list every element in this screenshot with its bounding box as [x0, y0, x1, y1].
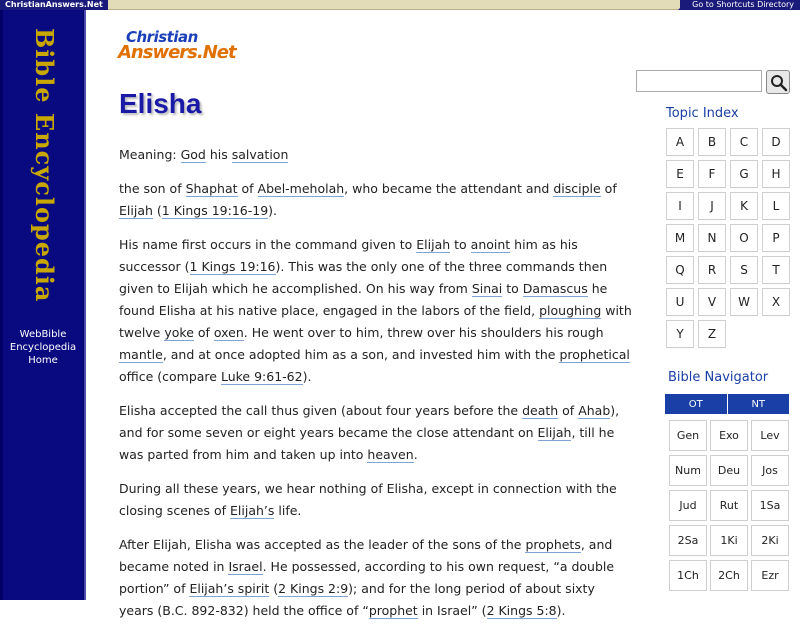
- left-sidebar: [0, 10, 86, 600]
- text: ).: [302, 369, 312, 384]
- topic-letter-u[interactable]: U: [666, 288, 694, 316]
- text: ).: [556, 603, 566, 618]
- topic-letter-d[interactable]: D: [762, 128, 790, 156]
- tab-ot[interactable]: OT: [665, 394, 728, 414]
- scripture-link[interactable]: Luke 9:61-62: [220, 369, 303, 384]
- paragraph: [119, 234, 633, 388]
- word-link[interactable]: prophetical: [559, 347, 630, 362]
- home-link-line: WebBible: [19, 329, 67, 340]
- paragraph: [119, 534, 633, 622]
- word-link[interactable]: Elijah: [537, 425, 572, 440]
- book-link-2ki[interactable]: 2Ki: [751, 525, 789, 556]
- topic-letter-y[interactable]: Y: [666, 320, 694, 348]
- home-link-line: Encyclopedia: [9, 342, 77, 353]
- text: During all these years, we hear nothing of Elisha, except in connection with the closing scenes of: [119, 481, 617, 518]
- topic-letter-e[interactable]: E: [666, 160, 694, 188]
- book-link-deu[interactable]: Deu: [710, 455, 748, 486]
- text: . He possessed, according to his own request, “a double portion” of: [119, 559, 615, 596]
- word-link[interactable]: death: [522, 403, 559, 418]
- topic-letter-t[interactable]: T: [762, 256, 790, 284]
- text: life.: [274, 503, 302, 518]
- search-button[interactable]: [766, 70, 790, 94]
- topic-letter-b[interactable]: B: [698, 128, 726, 156]
- topic-letter-s[interactable]: S: [730, 256, 758, 284]
- site-name-link[interactable]: ChristianAnswers.Net: [0, 0, 108, 10]
- paragraph: [119, 400, 633, 466]
- word-link[interactable]: Sinai: [471, 281, 503, 296]
- text: his: [205, 147, 232, 162]
- book-link-gen[interactable]: Gen: [669, 420, 707, 451]
- topic-letter-z[interactable]: Z: [698, 320, 726, 348]
- text: he found Elisha at his native place, engaged in the labors of the field,: [119, 281, 608, 318]
- text: office (compare: [119, 369, 221, 384]
- text: of: [237, 181, 258, 196]
- bible-encyclopedia-title[interactable]: [30, 28, 58, 318]
- book-link-jos[interactable]: Jos: [751, 455, 789, 486]
- home-link-line: Home: [28, 355, 58, 366]
- book-link-1ch[interactable]: 1Ch: [669, 560, 707, 591]
- word-link[interactable]: heaven: [367, 447, 414, 462]
- text: Elisha accepted the call thus given (about four years before the: [119, 403, 523, 418]
- topic-letter-r[interactable]: R: [698, 256, 726, 284]
- word-link[interactable]: anoint: [470, 237, 511, 252]
- book-link-jud[interactable]: Jud: [669, 490, 707, 521]
- word-link[interactable]: salvation: [231, 147, 289, 162]
- paragraph: [119, 178, 633, 222]
- word-link[interactable]: Israel: [228, 559, 263, 574]
- text: , and at once adopted him as a son, and invested him with the: [162, 347, 560, 362]
- search-icon: [770, 74, 788, 92]
- topic-letter-w[interactable]: W: [730, 288, 758, 316]
- book-link-lev[interactable]: Lev: [751, 420, 789, 451]
- text: , who became the attendant and: [344, 181, 554, 196]
- topic-index-grid: [666, 128, 794, 348]
- word-link[interactable]: God: [180, 147, 206, 162]
- book-link-1ki[interactable]: 1Ki: [710, 525, 748, 556]
- word-link[interactable]: oxen: [213, 325, 244, 340]
- text: After Elijah, Elisha was accepted as the leader of the sons of the: [119, 537, 526, 552]
- text: ). This was the only one of the three commands then given to Elijah which he accomplished. On his way from: [119, 259, 608, 296]
- book-link-ezr[interactable]: Ezr: [751, 560, 789, 591]
- word-link[interactable]: Elijah: [416, 237, 451, 252]
- word-link[interactable]: disciple: [553, 181, 601, 196]
- book-link-2ch[interactable]: 2Ch: [710, 560, 748, 591]
- topic-letter-v[interactable]: V: [698, 288, 726, 316]
- topic-letter-a[interactable]: A: [666, 128, 694, 156]
- article-content: [119, 144, 633, 634]
- text: His name first occurs in the command given to: [119, 237, 417, 252]
- word-link[interactable]: Elijah’s spirit: [189, 581, 270, 596]
- text: of: [558, 403, 579, 418]
- text: Meaning:: [119, 147, 181, 162]
- text: , and became noted in: [119, 537, 613, 574]
- word-link[interactable]: yoke: [164, 325, 194, 340]
- bible-navigator-title: Bible Navigator: [668, 370, 769, 385]
- word-link[interactable]: ploughing: [539, 303, 602, 318]
- topic-letter-i[interactable]: I: [666, 192, 694, 220]
- scripture-link[interactable]: 1 Kings 19:16: [189, 259, 276, 274]
- shortcuts-directory-link[interactable]: Go to Shortcuts Directory: [680, 0, 800, 10]
- text: ); and for the long period of about sixty years (B.C. 892-832) held the office of “: [119, 581, 595, 618]
- topic-letter-c[interactable]: C: [730, 128, 758, 156]
- word-link[interactable]: Abel-meholah: [257, 181, 345, 196]
- text: ).: [268, 203, 278, 218]
- scripture-link[interactable]: 2 Kings 5:8: [486, 603, 557, 618]
- word-link[interactable]: prophets: [525, 537, 581, 552]
- topic-letter-q[interactable]: Q: [666, 256, 694, 284]
- book-link-1sa[interactable]: 1Sa: [751, 490, 789, 521]
- word-link[interactable]: Elijah: [119, 203, 153, 218]
- search-input[interactable]: [636, 70, 762, 92]
- topic-letter-h[interactable]: H: [762, 160, 790, 188]
- word-link[interactable]: Elijah’s: [230, 503, 275, 518]
- text: of: [193, 325, 214, 340]
- text: the son of: [119, 181, 186, 196]
- text: .: [413, 447, 418, 462]
- text: in Israel” (: [417, 603, 487, 618]
- text: . He went over to him, threw over his shoulders his rough: [243, 325, 604, 340]
- book-link-rut[interactable]: Rut: [710, 490, 748, 521]
- vertical-title-text: Bible Encyclopedia: [30, 28, 59, 303]
- topic-letter-j[interactable]: J: [698, 192, 726, 220]
- scripture-link[interactable]: 2 Kings 2:9: [278, 581, 349, 596]
- topic-letter-p[interactable]: P: [762, 224, 790, 252]
- word-link[interactable]: mantle: [119, 347, 163, 362]
- scripture-link[interactable]: 1 Kings 19:16-19: [161, 203, 269, 218]
- encyclopedia-home-link[interactable]: [4, 328, 82, 367]
- topic-letter-k[interactable]: K: [730, 192, 758, 220]
- sidebar-edge: [84, 10, 86, 600]
- paragraph: [119, 478, 633, 522]
- topic-letter-m[interactable]: M: [666, 224, 694, 252]
- topic-letter-f[interactable]: F: [698, 160, 726, 188]
- logo-line-1: Christian: [126, 28, 198, 46]
- page-title: Elisha: [119, 88, 202, 119]
- book-link-2sa[interactable]: 2Sa: [669, 525, 707, 556]
- topic-letter-o[interactable]: O: [730, 224, 758, 252]
- word-link[interactable]: Ahab: [578, 403, 611, 418]
- text: to: [502, 281, 523, 296]
- text: with twelve: [119, 303, 632, 340]
- word-link[interactable]: Shaphat: [185, 181, 238, 196]
- christiananswers-logo[interactable]: [118, 28, 248, 64]
- text: (: [152, 203, 162, 218]
- tab-nt[interactable]: NT: [728, 394, 790, 414]
- topic-letter-g[interactable]: G: [730, 160, 758, 188]
- paragraph: [119, 144, 633, 166]
- book-link-exo[interactable]: Exo: [710, 420, 748, 451]
- topic-letter-n[interactable]: N: [698, 224, 726, 252]
- testament-tabs: [665, 394, 789, 414]
- text: , till he was parted from him and taken up into: [119, 425, 615, 462]
- bible-book-grid: [669, 420, 789, 591]
- text: (: [269, 581, 279, 596]
- top-bar: [0, 0, 800, 10]
- topic-letter-x[interactable]: X: [762, 288, 790, 316]
- book-link-num[interactable]: Num: [669, 455, 707, 486]
- text: him as his successor (: [119, 237, 578, 274]
- text: to: [450, 237, 471, 252]
- text: ), and for some seven or eight years became the close attendant on: [119, 403, 620, 440]
- text: of: [600, 181, 617, 196]
- word-link[interactable]: prophet: [368, 603, 418, 618]
- topic-letter-l[interactable]: L: [762, 192, 790, 220]
- topic-index-title: Topic Index: [666, 106, 739, 121]
- logo-line-2: Answers.Net: [118, 42, 236, 63]
- word-link[interactable]: Damascus: [522, 281, 588, 296]
